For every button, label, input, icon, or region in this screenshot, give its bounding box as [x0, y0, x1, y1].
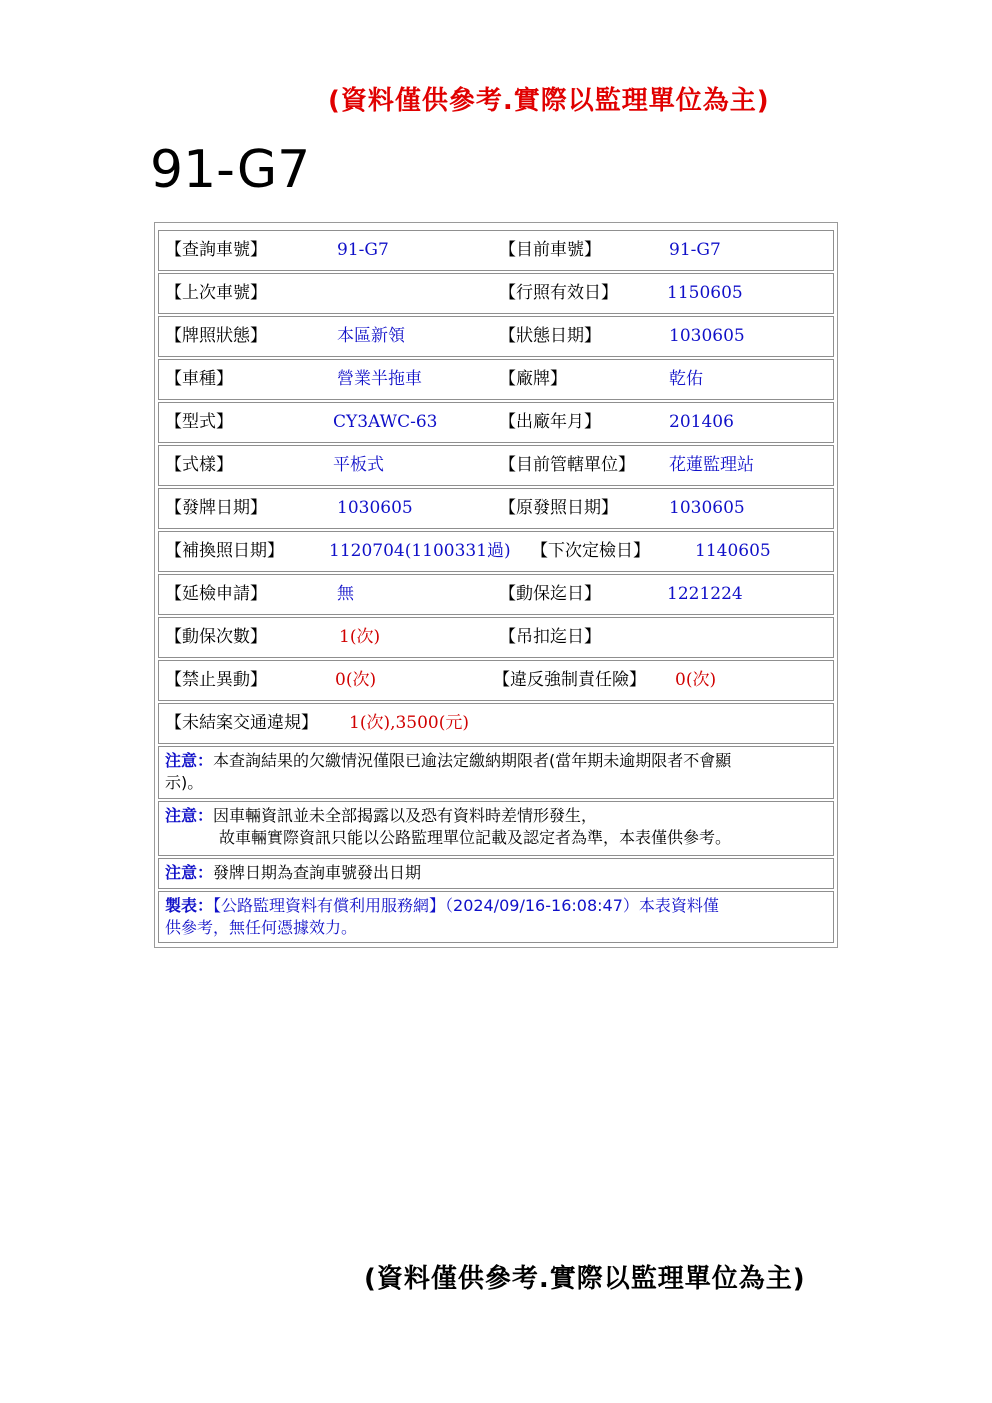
- label-suspension-end-date: 【吊扣迄日】: [499, 627, 601, 647]
- note-issue-date: [158, 858, 834, 889]
- label-query-plate: 【查詢車號】: [165, 240, 267, 260]
- label-next-inspection-date: 【下次定檢日】: [531, 541, 650, 561]
- note-arrears: [158, 746, 834, 799]
- note-text: 發牌日期為查詢車號發出日期: [213, 863, 422, 882]
- note-text-continued: 示)。: [165, 773, 204, 792]
- label-jurisdiction: 【目前管轄單位】: [499, 455, 635, 475]
- note-generated-by: [158, 891, 834, 943]
- label-lien-end-date: 【動保迄日】: [499, 584, 601, 604]
- value-plate-status: 本區新領: [337, 326, 405, 346]
- value-license-valid-date: 1150605: [667, 283, 743, 303]
- value-original-issue-date: 1030605: [669, 498, 745, 518]
- label-plate-status: 【牌照狀態】: [165, 326, 267, 346]
- label-manufacture-date: 【出廠年月】: [499, 412, 601, 432]
- row-plate-status: [158, 316, 834, 357]
- note-text: 因車輛資訊並未全部揭露以及恐有資料時差情形發生，: [213, 806, 598, 825]
- value-manufacture-date: 201406: [669, 412, 734, 432]
- value-current-plate: 91-G7: [669, 240, 721, 260]
- label-extension-request: 【延檢申請】: [165, 584, 267, 604]
- value-model: CY3AWC-63: [333, 412, 438, 432]
- row-lien-count: [158, 617, 834, 658]
- value-reissue-date: 1120704(1100331過): [329, 541, 511, 561]
- label-status-date: 【狀態日期】: [499, 326, 601, 346]
- row-reissue-date: [158, 531, 834, 572]
- page-title: 91-G7: [150, 140, 311, 200]
- row-extension-request: [158, 574, 834, 615]
- note-text-continued: 供參考，無任何憑據效力。: [165, 918, 358, 937]
- row-issue-date: [158, 488, 834, 529]
- value-extension-request: 無: [337, 584, 354, 604]
- label-original-issue-date: 【原發照日期】: [499, 498, 618, 518]
- label-current-plate: 【目前車號】: [499, 240, 601, 260]
- value-status-date: 1030605: [669, 326, 745, 346]
- label-unsettled-violations: 【未結案交通違規】: [165, 713, 318, 733]
- row-vehicle-type: [158, 359, 834, 400]
- note-label: 注意：: [165, 806, 214, 825]
- value-insurance-violation: 0(次): [675, 670, 717, 690]
- label-model: 【型式】: [165, 412, 233, 432]
- label-lien-count: 【動保次數】: [165, 627, 267, 647]
- value-unsettled-violations: 1(次),3500(元): [349, 713, 470, 733]
- row-body-style: [158, 445, 834, 486]
- label-issue-date: 【發牌日期】: [165, 498, 267, 518]
- label-body-style: 【式樣】: [165, 455, 233, 475]
- value-issue-date: 1030605: [337, 498, 413, 518]
- disclaimer-top: (資料僅供參考.實際以監理單位為主): [328, 86, 770, 116]
- label-change-prohibited: 【禁止異動】: [165, 670, 267, 690]
- value-next-inspection-date: 1140605: [695, 541, 771, 561]
- value-lien-count: 1(次): [339, 627, 381, 647]
- value-query-plate: 91-G7: [337, 240, 389, 260]
- value-lien-end-date: 1221224: [667, 584, 743, 604]
- label-brand: 【廠牌】: [499, 369, 567, 389]
- value-brand: 乾佑: [669, 369, 703, 389]
- label-previous-plate: 【上次車號】: [165, 283, 267, 303]
- note-label: 注意：: [165, 863, 214, 882]
- value-change-prohibited: 0(次): [335, 670, 377, 690]
- value-vehicle-type: 營業半拖車: [337, 369, 422, 389]
- note-label: 注意：: [165, 751, 214, 770]
- row-previous-plate: [158, 273, 834, 314]
- vehicle-info-table: [154, 222, 838, 948]
- row-change-prohibited: [158, 660, 834, 701]
- note-text: 【公路監理資料有償利用服務網】（2024/09/16-16:08:47）本表資料僅: [213, 896, 719, 915]
- note-text: 本查詢結果的欠繳情況僅限已逾法定繳納期限者(當年期未逾期限者不會顯: [213, 751, 732, 770]
- label-license-valid-date: 【行照有效日】: [499, 283, 618, 303]
- row-model: [158, 402, 834, 443]
- disclaimer-bottom: (資料僅供參考.實際以監理單位為主): [364, 1264, 806, 1294]
- value-jurisdiction: 花蓮監理站: [669, 455, 754, 475]
- value-body-style: 平板式: [333, 455, 384, 475]
- label-insurance-violation: 【違反強制責任險】: [493, 670, 646, 690]
- row-query-plate: [158, 230, 834, 271]
- label-vehicle-type: 【車種】: [165, 369, 233, 389]
- row-unsettled-violations: [158, 703, 834, 744]
- note-text-continued: 故車輛實際資訊只能以公路監理單位記載及認定者為準，本表僅供參考。: [219, 828, 732, 847]
- note-data-disclosure: [158, 801, 834, 856]
- label-reissue-date: 【補換照日期】: [165, 541, 284, 561]
- note-label: 製表：: [165, 896, 214, 915]
